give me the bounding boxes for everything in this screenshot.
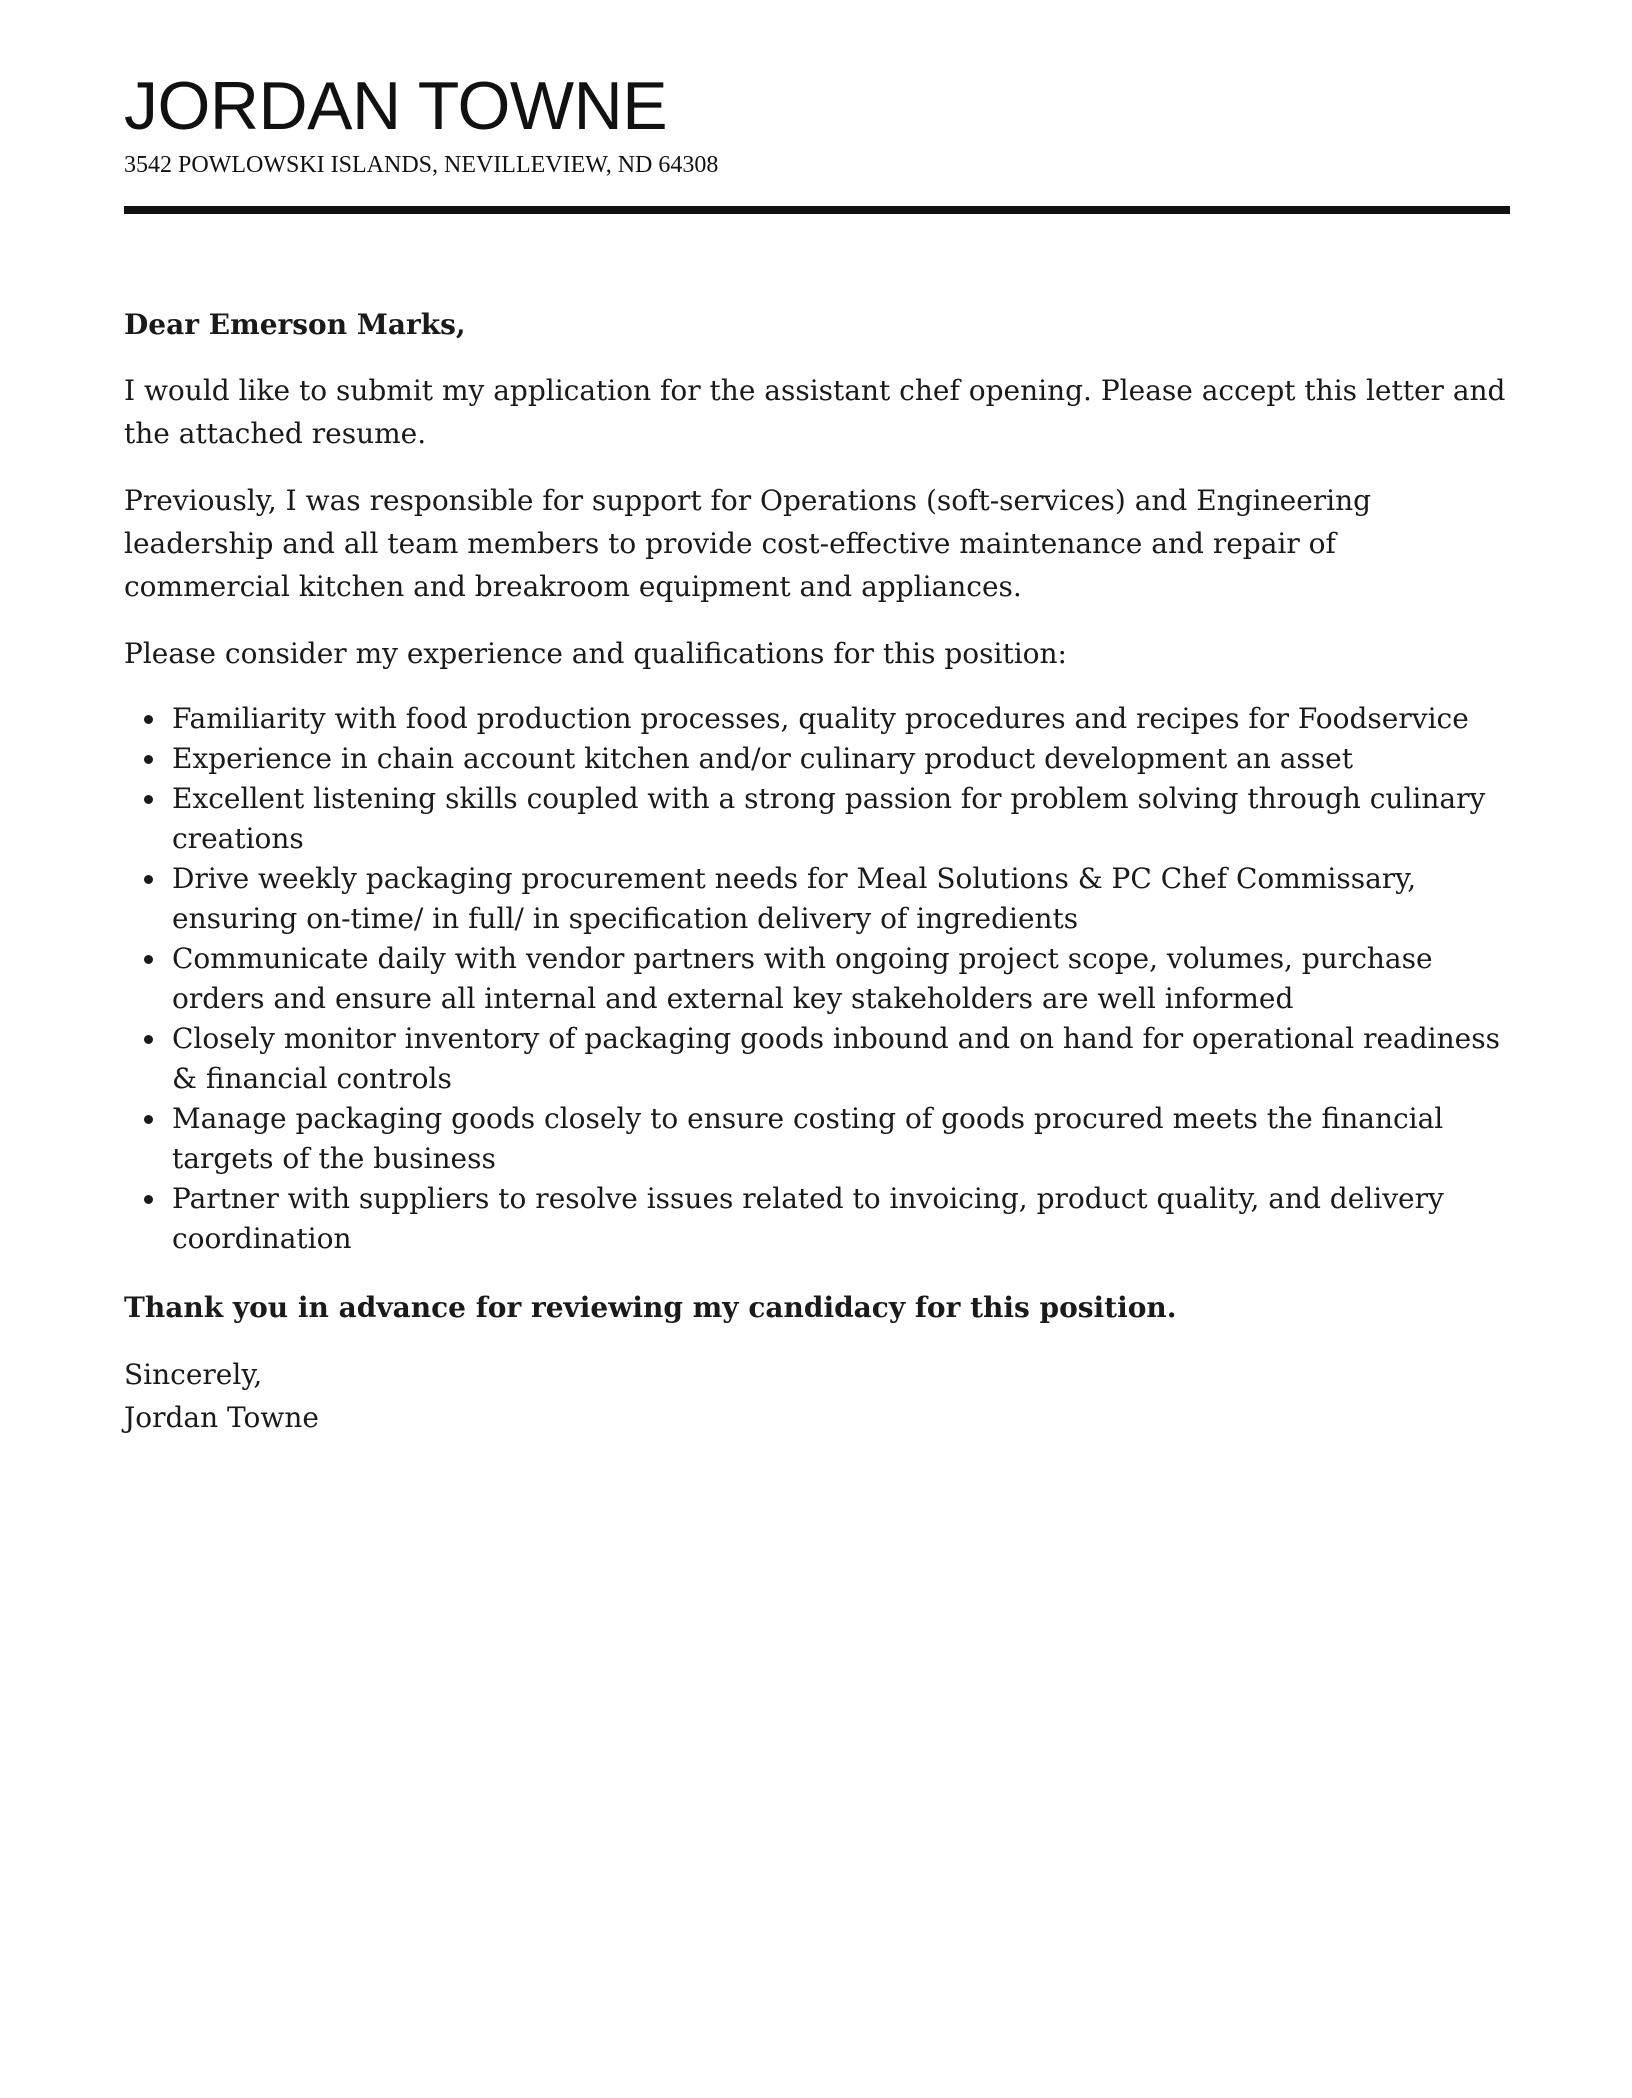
list-item-text: Manage packaging goods closely to ensure costing of goods procured meets the financial targets of the business — [172, 1102, 1444, 1175]
bullet-icon — [144, 795, 153, 804]
salutation: Dear Emerson Marks, — [124, 308, 466, 341]
list-item — [172, 1019, 1510, 1099]
letter-body — [124, 304, 1510, 1439]
list-item-text: Closely monitor inventory of packaging goods inbound and on hand for operational readiness & financial controls — [172, 1022, 1500, 1095]
list-item-text: Partner with suppliers to resolve issues related to invoicing, product quality, and delivery coordination — [172, 1182, 1444, 1255]
bullet-icon — [144, 755, 153, 764]
applicant-name: JORDAN TOWNE — [124, 68, 668, 144]
list-item-text: Communicate daily with vendor partners with ongoing project scope, volumes, purchase orders and ensure all internal and external key stakeholders are well informed — [172, 942, 1433, 1015]
list-item — [172, 1179, 1510, 1259]
list-item — [172, 939, 1510, 1019]
bullet-icon — [144, 955, 153, 964]
bullet-icon — [144, 1035, 153, 1044]
applicant-address: 3542 POWLOWSKI ISLANDS, NEVILLEVIEW, ND 64308 — [124, 152, 719, 178]
bullet-icon — [144, 875, 153, 884]
signature-name: Jordan Towne — [124, 1401, 319, 1434]
list-item-text: Excellent listening skills coupled with a strong passion for problem solving through culinary creations — [172, 782, 1486, 855]
intro-paragraph: I would like to submit my application for the assistant chef opening. Please accept this letter and the attached resume. — [124, 374, 1506, 450]
bullet-icon — [144, 1195, 153, 1204]
list-item-text: Familiarity with food production processes, quality procedures and recipes for Foodservice — [172, 702, 1469, 735]
list-item-text: Experience in chain account kitchen and/or culinary product development an asset — [172, 742, 1353, 775]
list-item — [172, 1099, 1510, 1179]
list-item-text: Drive weekly packaging procurement needs for Meal Solutions & PC Chef Commissary, ensuring on-time/ in full/ in specification delivery of ingredients — [172, 862, 1417, 935]
qualifications-intro: Please consider my experience and qualifications for this position: — [124, 637, 1067, 670]
list-item — [172, 779, 1510, 859]
list-item — [172, 859, 1510, 939]
experience-paragraph: Previously, I was responsible for support for Operations (soft-services) and Engineering leadership and all team members to provide cost-effective maintenance and repair of commercial kitchen and breakroom equipment and appliances. — [124, 484, 1372, 603]
bullet-icon — [144, 1115, 153, 1124]
header-divider — [124, 206, 1510, 214]
list-item — [172, 739, 1510, 779]
bullet-icon — [144, 715, 153, 724]
qualifications-list — [124, 699, 1510, 1259]
closing-statement: Thank you in advance for reviewing my candidacy for this position. — [124, 1291, 1177, 1324]
list-item — [172, 699, 1510, 739]
signoff: Sincerely, — [124, 1358, 263, 1391]
